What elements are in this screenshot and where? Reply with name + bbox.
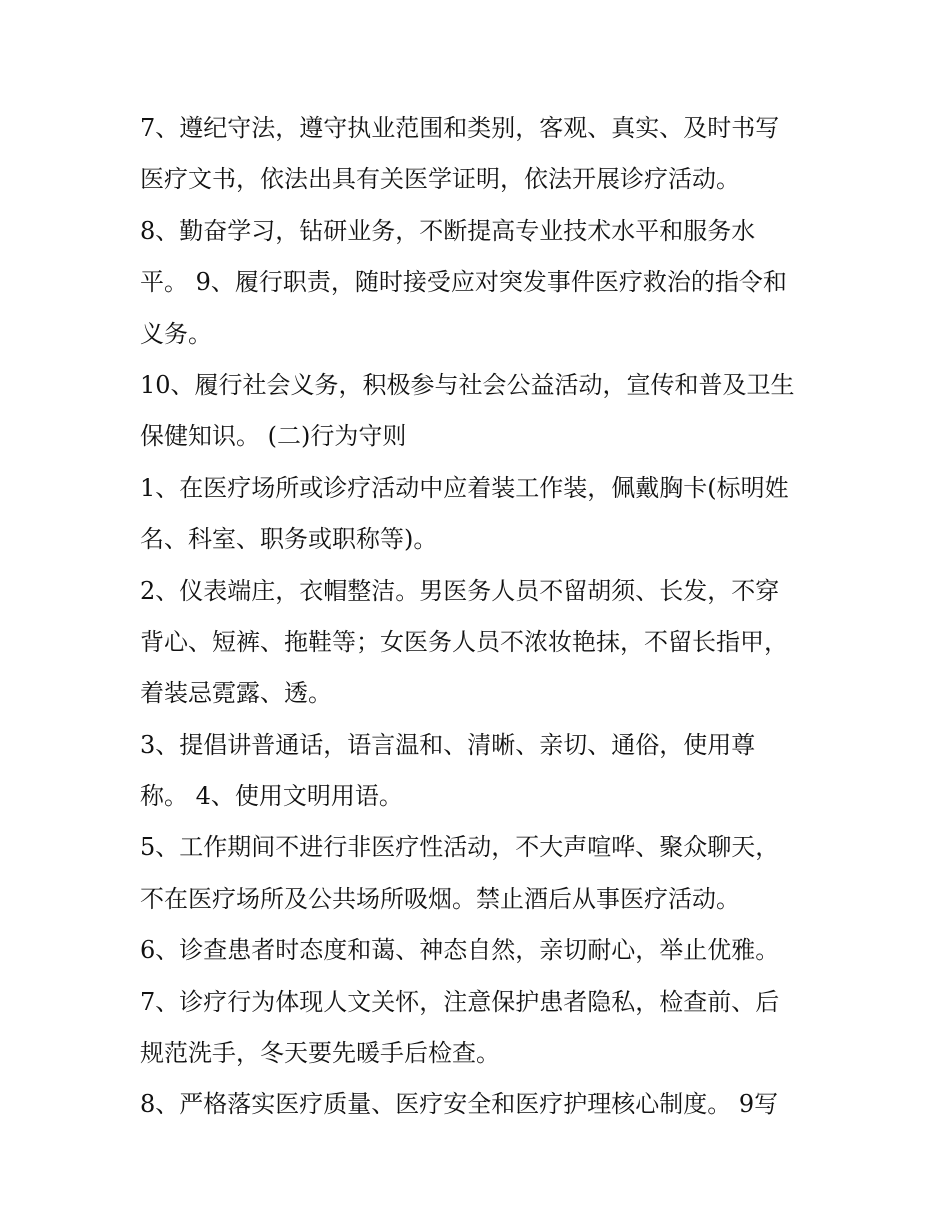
text-line: 医疗文书，依法出具有关医学证明，依法开展诊疗活动。: [140, 165, 740, 194]
text-line: 8、严格落实医疗质量、医疗安全和医疗护理核心制度。 9写: [140, 1090, 779, 1119]
text-line: 7、遵纪守法，遵守执业范围和类别，客观、真实、及时书写: [140, 114, 780, 142]
text-line: 2、仪表端庄，衣帽整洁。男医务人员不留胡须、长发，不穿: [140, 576, 780, 605]
text-line: 背心、短裤、拖鞋等；女医务人员不浓妆艳抹，不留长指甲，: [140, 627, 788, 656]
text-line: 着装忌霓露、透。: [140, 679, 332, 708]
text-line: 5、工作期间不进行非医疗性活动，不大声喧哗、聚众聊天，: [140, 833, 780, 862]
text-line: 平。 9、履行职责，随时接受应对突发事件医疗救治的指令和: [140, 268, 787, 297]
text-line: 6、诊查患者时态度和蔼、神态自然，亲切耐心，举止优雅。: [140, 936, 780, 965]
text-line: 1、在医疗场所或诊疗活动中应着装工作装，佩戴胸卡(标明姓: [140, 473, 789, 502]
text-line: 7、诊疗行为体现人文关怀，注意保护患者隐私，检查前、后: [140, 987, 780, 1016]
text-line: 义务。: [140, 319, 212, 348]
text-line: 名、科室、职务或职称等)。: [140, 525, 438, 554]
document-body: [140, 103, 840, 1131]
text-line: 称。 4、使用文明用语。: [140, 782, 403, 811]
text-line: 10、履行社会义务，积极参与社会公益活动，宣传和普及卫生: [140, 370, 795, 399]
text-line: 保健知识。 (二)行为守则: [140, 422, 407, 451]
text-line: 8、勤奋学习，钻研业务，不断提高专业技术水平和服务水: [140, 216, 756, 245]
text-line: 规范洗手，冬天要先暖手后检查。: [140, 1039, 500, 1068]
text-line: 不在医疗场所及公共场所吸烟。禁止酒后从事医疗活动。: [140, 884, 740, 913]
text-line: 3、提倡讲普通话，语言温和、清晰、亲切、通俗，使用尊: [140, 730, 756, 759]
